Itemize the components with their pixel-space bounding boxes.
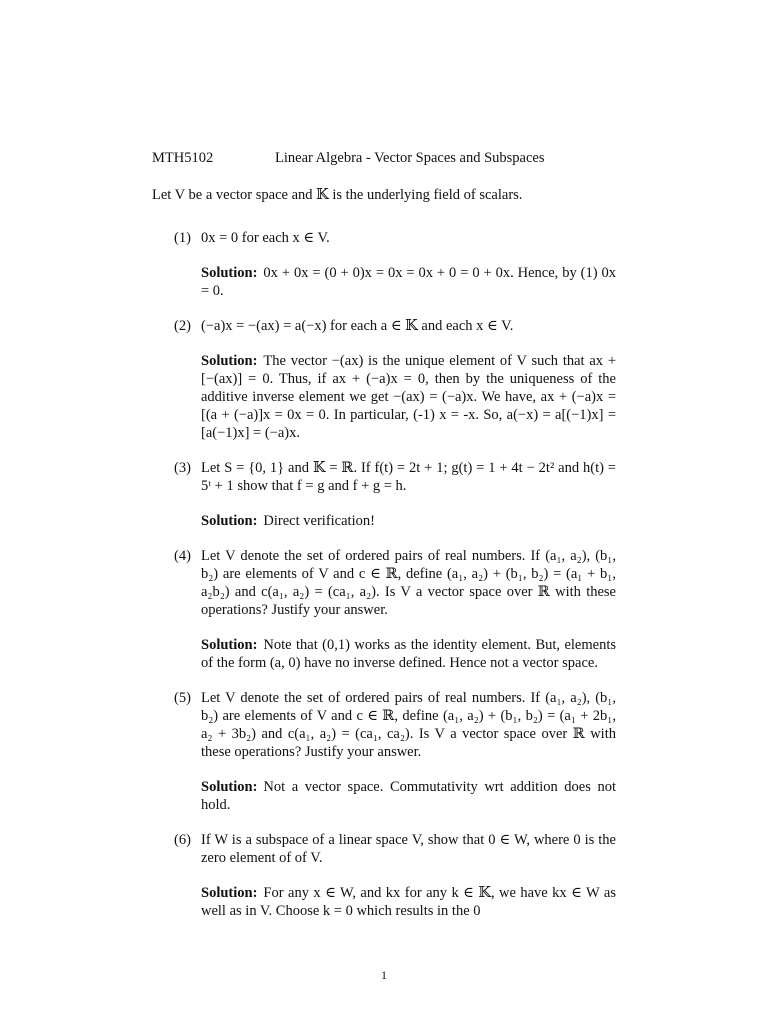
page-header xyxy=(152,149,622,167)
solution-block xyxy=(201,884,616,920)
exercise-question: Let S = {0, 1} and 𝕂 = ℝ. If f(t) = 2t + 1; g(t) = 1 + 4t − 2t² and h(t) = 5ᵗ + 1 show that f = g and f + g = h. xyxy=(201,460,616,494)
exercise-question: (−a)x = −(ax) = a(−x) for each a ∈ 𝕂 and each x ∈ V. xyxy=(201,318,514,334)
solution-block xyxy=(201,264,616,300)
exercise-item xyxy=(174,689,616,814)
exercise-body xyxy=(201,831,616,920)
course-code: MTH5102 xyxy=(152,150,214,166)
exercise-number: (5) xyxy=(174,690,191,706)
solution-text: For any x ∈ W, and kx for any k ∈ 𝕂, we have kx ∈ W as well as in V. Choose k = 0 which results in the 0 xyxy=(201,885,616,919)
solution-label: Solution: xyxy=(201,513,258,529)
exercise-body xyxy=(201,459,616,530)
exercise-item xyxy=(174,459,616,530)
exercise-body xyxy=(201,317,616,442)
solution-text: Not a vector space. Commutativity wrt addition does not hold. xyxy=(201,779,616,813)
solution-text: 0x + 0x = (0 + 0)x = 0x = 0x + 0 = 0 + 0x. Hence, by (1) 0x = 0. xyxy=(201,265,616,299)
solution-block xyxy=(201,352,616,442)
exercise-number: (6) xyxy=(174,832,191,848)
exercise-list xyxy=(174,229,616,937)
exercise-body xyxy=(201,229,616,300)
exercise-number: (1) xyxy=(174,230,191,246)
intro-text: Let V be a vector space and 𝕂 is the underlying field of scalars. xyxy=(152,187,523,203)
exercise-question: Let V denote the set of ordered pairs of real numbers. If (a₁, a₂), (b₁, b₂) are elements of V and c ∈ ℝ, define (a₁, a₂) + (b₁, b₂) = (a₁ + b₁, a₂b₂) and c(a₁, a₂) = (ca₁, a₂). Is V a vector space over ℝ with these operations? Justify your answer. xyxy=(201,548,616,618)
solution-label: Solution: xyxy=(201,637,258,653)
solution-text: The vector −(ax) is the unique element of V such that ax + [−(ax)] = 0. Thus, if ax + (−a)x = 0, then by the uniqueness of the additive inverse element we get −(ax) = (−a)x. We have, ax + (−a)x = [(a + (−a)]x = 0x = 0. In particular, (-1) x = -x. So, a(−x) = a[(−1)x] = [a(−1)x] = (−a)x. xyxy=(201,353,616,441)
exercise-number: (3) xyxy=(174,460,191,476)
exercise-item xyxy=(174,831,616,920)
exercise-question: 0x = 0 for each x ∈ V. xyxy=(201,230,330,246)
solution-label: Solution: xyxy=(201,779,258,795)
exercise-item xyxy=(174,229,616,300)
exercise-item xyxy=(174,547,616,672)
solution-text: Direct verification! xyxy=(263,513,375,529)
exercise-number: (2) xyxy=(174,318,191,334)
exercise-number: (4) xyxy=(174,548,191,564)
exercise-question: If W is a subspace of a linear space V, show that 0 ∈ W, where 0 is the zero element of of V. xyxy=(201,832,616,866)
page-number: 1 xyxy=(381,968,387,982)
document-title: Linear Algebra - Vector Spaces and Subspaces xyxy=(275,150,545,166)
solution-text: Note that (0,1) works as the identity element. But, elements of the form (a, 0) have no inverse defined. Hence not a vector space. xyxy=(201,637,616,671)
exercise-body xyxy=(201,689,616,814)
solution-label: Solution: xyxy=(201,885,258,901)
solution-block xyxy=(201,636,616,672)
exercise-body xyxy=(201,547,616,672)
exercise-question: Let V denote the set of ordered pairs of real numbers. If (a₁, a₂), (b₁, b₂) are elements of V and c ∈ ℝ, define (a₁, a₂) + (b₁, b₂) = (a₁ + 2b₁, a₂ + 3b₂) and c(a₁, a₂) = (ca₁, ca₂). Is V a vector space over ℝ with these operations? Justify your answer. xyxy=(201,690,616,760)
solution-label: Solution: xyxy=(201,265,258,281)
solution-label: Solution: xyxy=(201,353,258,369)
exercise-item xyxy=(174,317,616,442)
solution-block xyxy=(201,512,616,530)
solution-block xyxy=(201,778,616,814)
